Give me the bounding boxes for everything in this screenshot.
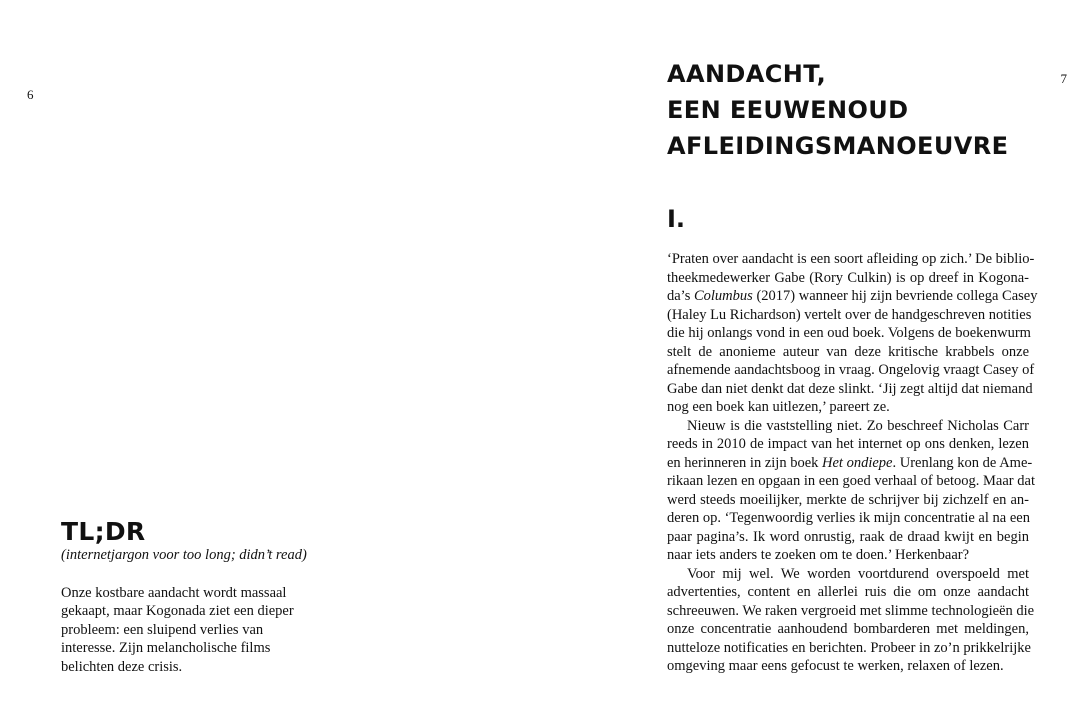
text-line	[667, 287, 1038, 306]
tldr-body-line: gekaapt, maar Kogonada ziet een dieper	[61, 603, 294, 620]
tldr-body-line: Onze kostbare aandacht wordt massaal	[61, 585, 287, 601]
page-number-left: 6	[27, 87, 34, 102]
tldr-heading: TL;DR	[61, 517, 146, 546]
tldr-body-line: belichten deze crisis.	[61, 658, 183, 675]
article-title-line: AFLEIDINGSMANOEUVRE	[667, 132, 1009, 160]
text-run: en herinneren in zijn boek	[667, 454, 823, 471]
text-line: paar pagina’s. Ik word onrustig, raak de draad kwijt en begin	[667, 528, 1029, 545]
article-body	[667, 250, 1038, 676]
paragraph-2	[667, 417, 1035, 565]
text-line: omgeving maar eens gefocust te werken, relaxen of lezen.	[667, 658, 1004, 674]
text-line: ‘Praten over aandacht is een soort afleiding op zich.’ De biblio-	[667, 251, 1035, 267]
tldr-body-line: probleem: een sluipend verlies van	[61, 621, 264, 638]
text-run: . Urenlang kon de Ame-	[892, 454, 1033, 471]
text-line: schreeuwen. We raken vergroeid met slimme technologieën die	[667, 602, 1035, 619]
text-line: (Haley Lu Richardson) vertelt over de handgeschreven notities	[667, 306, 1032, 323]
text-line: afnemende aandachtsboog in vraag. Ongelovig vraagt Casey of	[667, 362, 1035, 378]
text-line: onze concentratie aanhoudend bombarderen met meldingen,	[667, 621, 1029, 637]
text-line	[667, 454, 1033, 473]
text-line: werd steeds moeilijker, merkte de schrijver bij zichzelf en an-	[667, 491, 1029, 508]
tldr-body	[61, 584, 321, 676]
paragraph-1	[667, 250, 1038, 417]
text-run: da’s	[667, 288, 694, 304]
right-page	[545, 0, 1091, 727]
article-title-line: EEN EEUWENOUD	[667, 96, 909, 124]
text-line: Nieuw is die vaststelling niet. Zo beschreef Nicholas Carr	[687, 417, 1029, 434]
tldr-subtitle: (internetjargon voor too long; didn’t read)	[61, 547, 307, 563]
text-run: (2017) wanneer hij zijn bevriende collega Casey	[752, 288, 1038, 304]
text-line: naar iets anders te zoeken om te doen.’ Herkenbaar?	[667, 547, 970, 563]
text-line: stelt de anonieme auteur van deze kritische krabbels onze	[667, 343, 1029, 360]
text-line: die hij onlangs vond in een oud boek. Volgens de boekenwurm	[667, 325, 1031, 341]
section-numeral: I.	[667, 205, 686, 233]
book-title-het-ondiepe: Het ondiepe	[822, 454, 893, 471]
text-line: deren op. ‘Tegenwoordig verlies ik mijn concentratie al na een	[667, 510, 1030, 526]
tldr-body-line: interesse. Zijn melancholische films	[61, 640, 271, 657]
page-number-right: 7	[1060, 71, 1067, 86]
text-line: nutteloze notificaties en berichten. Probeer in zo’n prikkelrijke	[667, 639, 1031, 656]
text-line: Gabe dan niet denkt dat deze slinkt. ‘Jij zegt altijd dat niemand	[667, 380, 1033, 397]
film-title-columbus: Columbus	[693, 288, 753, 304]
text-line: reeds in 2010 de impact van het internet op ons denken, lezen	[667, 436, 1029, 452]
text-line: advertenties, content en allerlei ruis die om onze aandacht	[667, 584, 1029, 600]
article-title	[667, 56, 1008, 164]
paragraph-3	[667, 565, 1035, 676]
text-line: theekmedewerker Gabe (Rory Culkin) is op dreef in Kogona-	[667, 269, 1029, 286]
text-line: Voor mij wel. We worden voortdurend overspoeld met	[687, 565, 1029, 582]
article-title-line: AANDACHT,	[667, 60, 827, 88]
tldr-box	[61, 518, 321, 676]
left-page	[0, 0, 545, 727]
text-line: nog een boek kan uitlezen,’ pareert ze.	[667, 399, 890, 415]
text-line: rikaan lezen en opgaan in een goed verhaal of betoog. Maar dat	[667, 473, 1035, 489]
